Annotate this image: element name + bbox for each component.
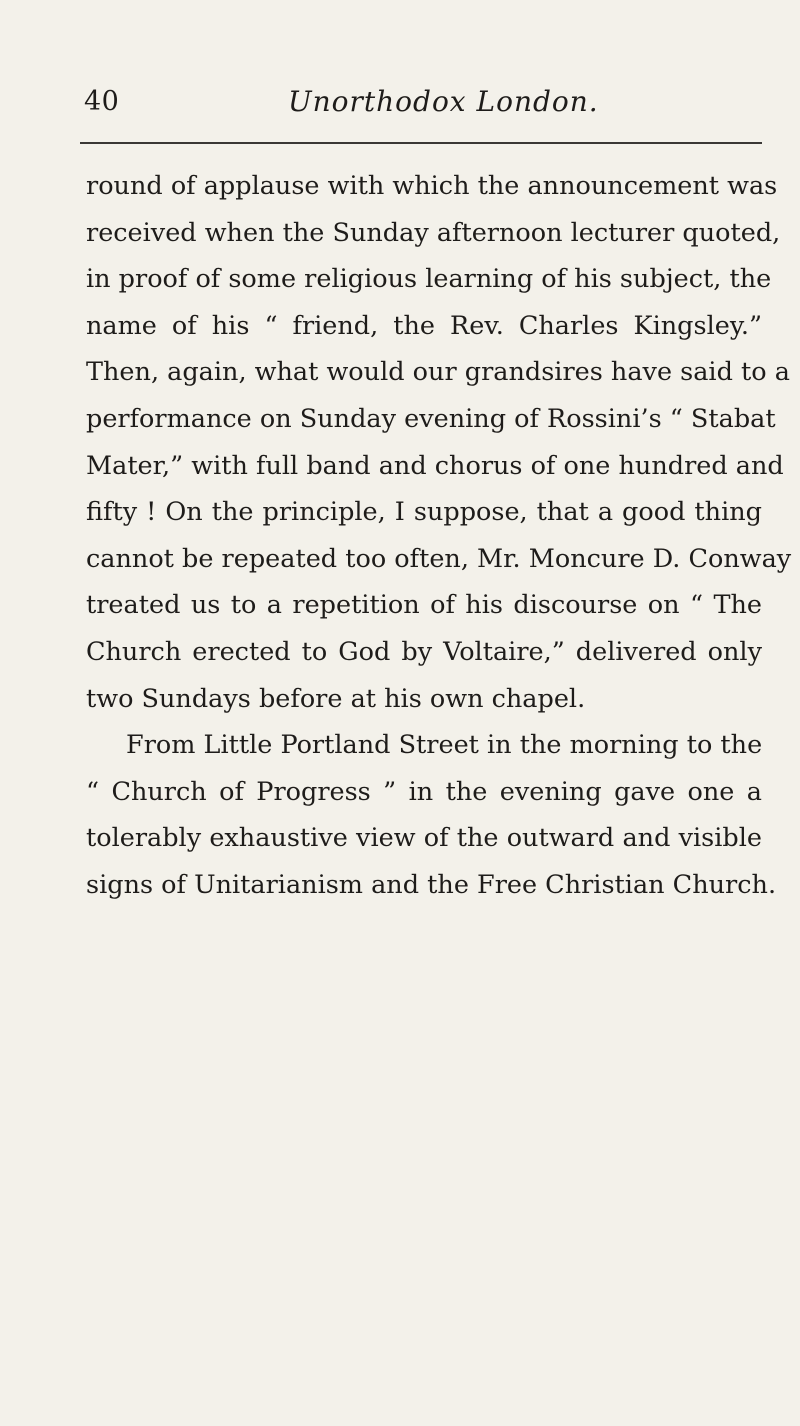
text-line: From Little Portland Street in the morning to the (126, 730, 763, 761)
body-text (86, 163, 792, 909)
text-line: name of his “ friend, the Rev. Charles Kingsley.” (86, 310, 762, 341)
text-line: round of applause with which the announcement was (86, 171, 778, 201)
text-line: two Sundays before at his own chapel. (86, 683, 586, 714)
page-number: 40 (84, 86, 120, 117)
text-line: performance on Sunday evening of Rossini’s “ Stabat (86, 403, 776, 434)
text-line: tolerably exhaustive view of the outward and visible (86, 823, 762, 854)
header-rule (80, 142, 762, 144)
text-line: Church erected to God by Voltaire,” delivered only (86, 636, 762, 667)
text-line: fifty ! On the principle, I suppose, that a good thing (86, 497, 762, 528)
text-line: Mater,” with full band and chorus of one hundred and (86, 450, 784, 481)
text-line: in proof of some religious learning of his subject, the (86, 264, 772, 295)
page-header (84, 82, 760, 122)
text-line: signs of Unitarianism and the Free Christian Church. (86, 869, 777, 900)
text-line: cannot be repeated too often, Mr. Moncure D. Conway (86, 543, 792, 574)
text-line: Then, again, what would our grandsires have said to a (86, 357, 790, 388)
running-head: Unorthodox London. (288, 85, 599, 118)
text-line: “ Church of Progress ” in the evening gave one a (86, 776, 762, 807)
text-line: treated us to a repetition of his discourse on “ The (86, 590, 762, 621)
text-line: received when the Sunday afternoon lecturer quoted, (86, 217, 781, 248)
